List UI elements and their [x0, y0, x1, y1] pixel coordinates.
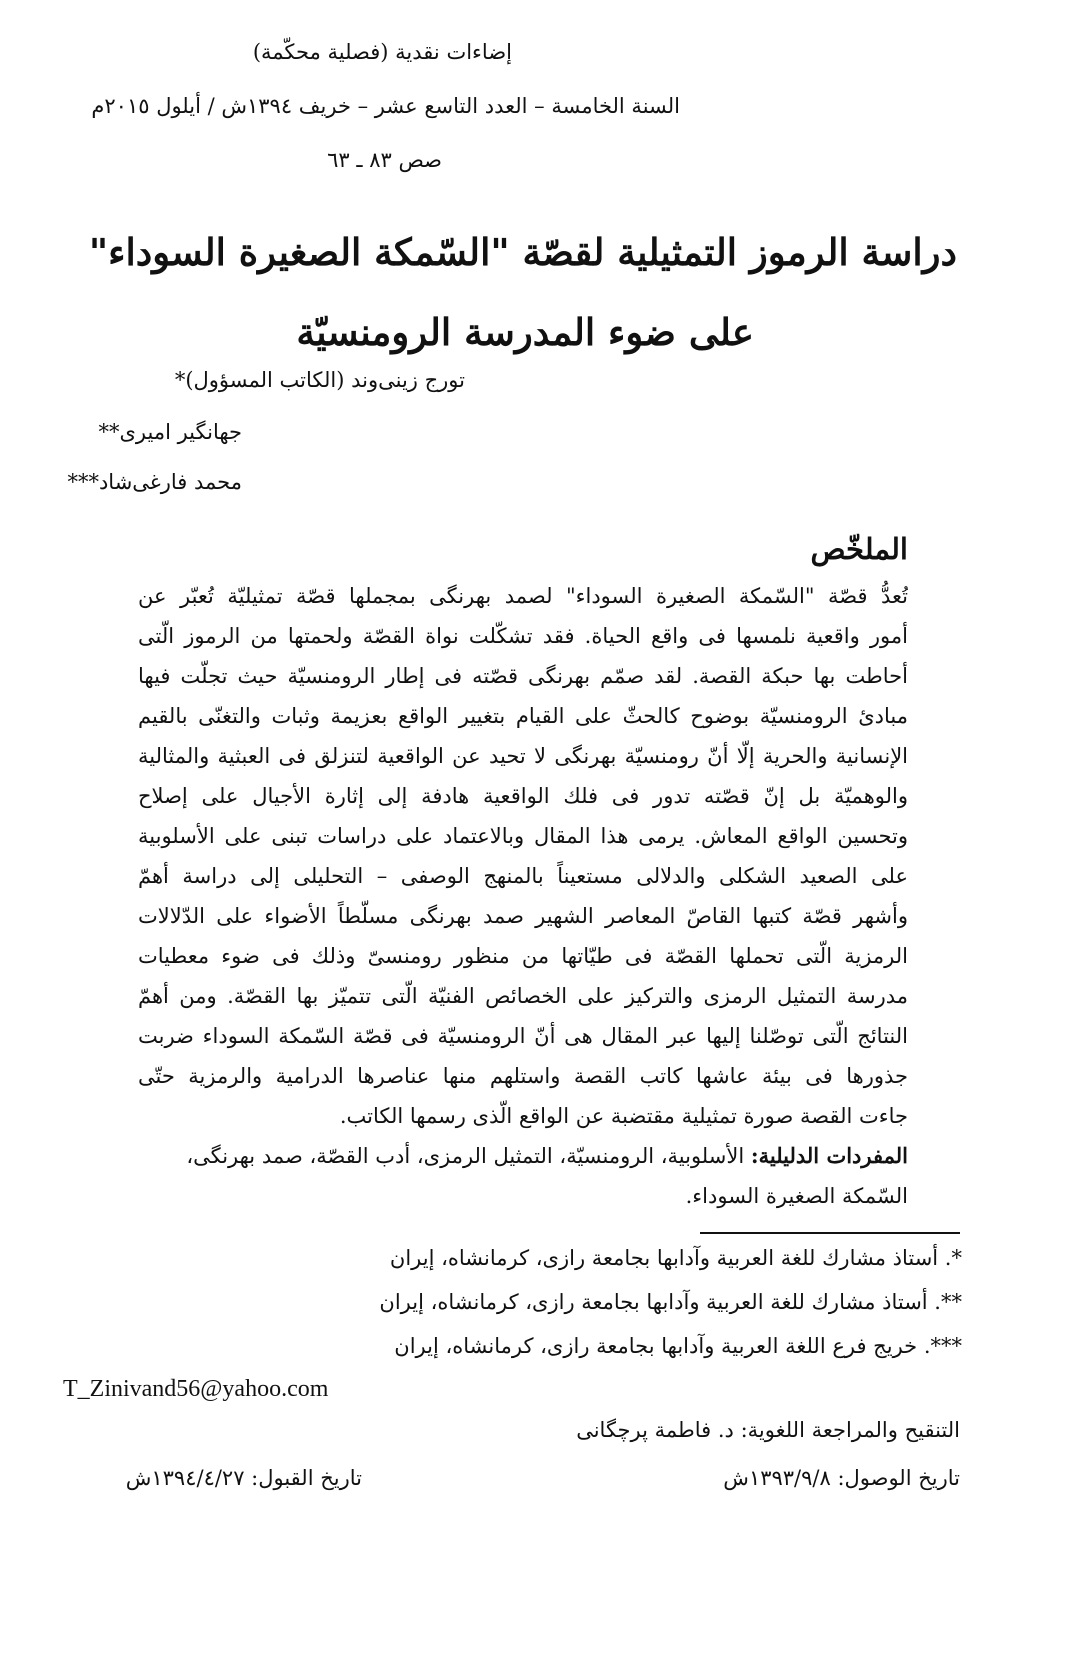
journal-issue: السنة الخامسة – العدد التاسع عشر – خريف ١٣٩٤ش / أيلول ٢٠١٥م	[91, 94, 680, 118]
keywords-label: المفردات الدليلية:	[750, 1143, 908, 1168]
abstract-line: وأشهر قصّة كتبها القاصّ المعاصر الشهير صمد بهرنگى مسلّطاً الأضواء على الدّلالات	[138, 904, 908, 928]
abstract-line: جذورها فى بيئة عاشها كاتب القصة واستلهم منها عناصرها الدرامية والرمزية حتّى	[138, 1064, 908, 1088]
language-editing: التنقيح والمراجعة اللغوية: د. فاطمة پرچگانی	[576, 1418, 960, 1442]
accepted-date: تاريخ القبول: ١٣٩٤/٤/٢٧ش	[125, 1466, 362, 1490]
abstract-line: مدرسة التمثيل الرمزى والتركيز على الخصائص الفنيّة الّتى تتميّز بها القصّة. ومن أهمّ	[138, 984, 908, 1008]
author-2: جهانگير اميری**	[98, 420, 242, 444]
abstract-line: وتحسين الواقع المعاش. يرمى هذا المقال وبالاعتماد على دراسات تبنى على الأسلوبية	[138, 824, 908, 848]
author-1: تورج زينی‌وند (الكاتب المسؤول)*	[174, 368, 465, 392]
article-title-line2: على ضوء المدرسة الرومنسيّة	[296, 310, 754, 354]
footnote-3: ***. خريج فرع اللغة العربية وآدابها بجامعة رازى، كرمانشاه، إيران	[394, 1334, 962, 1358]
footnote-1: *. أستاذ مشارك للغة العربية وآدابها بجامعة رازى، كرمانشاه، إيران	[389, 1246, 962, 1270]
footnote-2: **. أستاذ مشارك للغة العربية وآدابها بجامعة رازى، كرمانشاه، إيران	[379, 1290, 962, 1314]
abstract-line: تُعدُّ قصّة "السّمكة الصغيرة السوداء" لصمد بهرنگى بمجملها قصّة تمثيليّة تُعبّر عن	[138, 584, 908, 608]
received-date: تاريخ الوصول: ١٣٩٣/٩/٨ش	[723, 1466, 960, 1490]
abstract-line: الرمزية الّتى تحملها القصّة فى طيّاتها من منظور رومنسىّ وذلك فى ضوء معطيات	[138, 944, 908, 968]
article-title-line1: دراسة الرموز التمثيلية لقصّة "السّمكة الصغيرة السوداء"	[88, 230, 957, 274]
abstract-line: الإنسانية والحرية إلّا أنّ رومنسيّة بهرنگى لا تحيد عن الواقعية لتنزلق فى العبثية والمثالية	[138, 744, 908, 768]
abstract-line: على الصعيد الشكلى والدلالى مستعيناً بالمنهج الوصفى – التحليلى إلى دراسة أهمّ	[138, 864, 908, 888]
abstract-line: النتائج الّتى توصّلنا إليها عبر المقال هى أنّ الرومنسيّة فى قصّة السّمكة السوداء ضربت	[138, 1024, 908, 1048]
corresponding-email[interactable]: T_Zinivand56@yahoo.com	[63, 1376, 329, 1402]
keywords-continued: السّمكة الصغيرة السوداء.	[685, 1184, 908, 1208]
footnote-divider	[700, 1232, 960, 1234]
abstract-heading: الملخّص	[810, 532, 908, 566]
abstract-line: جاءت القصة صورة تمثيلية مقتضبة عن الواقع الّذى رسمها الكاتب.	[339, 1104, 908, 1128]
journal-name: إضاءات نقدية (فصلية محكّمة)	[252, 40, 512, 64]
abstract-line: أمور واقعية نلمسها فى واقع الحياة. فقد تشكّلت نواة القصّة ولحمتها من الرموز الّتى	[138, 624, 908, 648]
journal-pages: صص ٨٣ ـ ٦٣	[327, 148, 442, 172]
author-3: محمد فارغی‌شاد***	[67, 470, 242, 494]
abstract-line: أحاطت بها حبكة القصة. لقد صمّم بهرنگى قصّته فى إطار الرومنسيّة حيث تجلّت فيها	[138, 664, 908, 688]
abstract-line: مبادئ الرومنسيّة بوضوح كالحثّ على القيام بتغيير الواقع بعزيمة وثبات والتغنّى بالقيم	[138, 704, 908, 728]
abstract-line: والوهميّة بل إنّ قصّته تدور فى فلك الواقعية هادفة إلى إثارة الأجيال على إصلاح	[138, 784, 908, 808]
keywords	[138, 1138, 908, 1174]
keywords-list: الأسلوبية، الرومنسيّة، التمثيل الرمزى، أدب القصّة، صمد بهرنگى،	[186, 1144, 751, 1168]
